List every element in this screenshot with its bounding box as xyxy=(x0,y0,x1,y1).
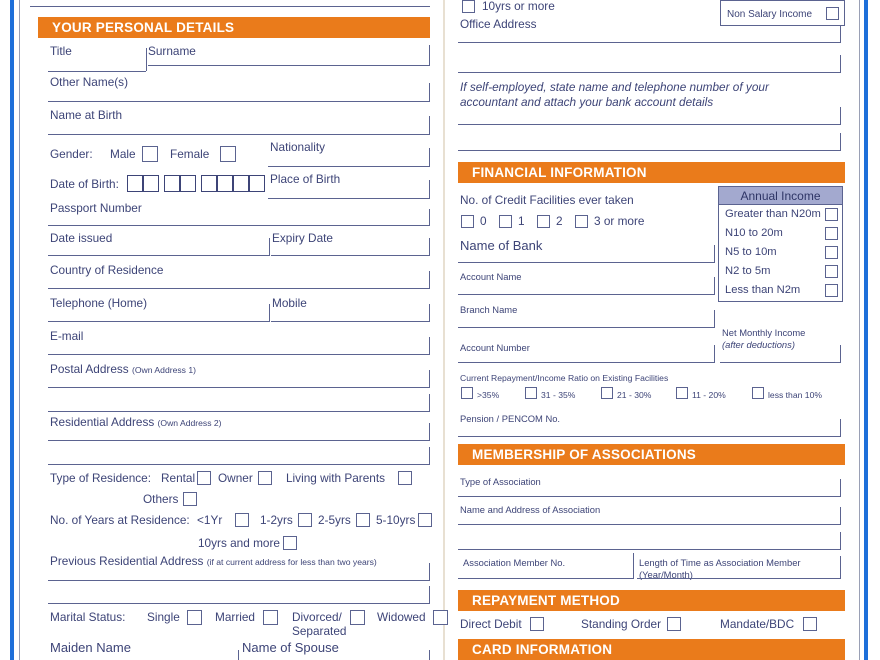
input-other-names[interactable] xyxy=(48,101,430,102)
checkbox-gender-male[interactable] xyxy=(142,146,158,162)
dob-box[interactable] xyxy=(201,175,217,192)
label-ratio-21-30: 21 - 30% xyxy=(617,390,652,400)
dob-box[interactable] xyxy=(217,175,233,192)
checkbox-annual-income-2-5m[interactable] xyxy=(825,265,838,278)
label-marital-widowed: Widowed xyxy=(377,610,426,624)
tick-net-monthly-income xyxy=(840,345,841,362)
tick-nationality xyxy=(429,148,430,166)
label-passport-number: Passport Number xyxy=(50,201,142,215)
checkbox-residence-rental[interactable] xyxy=(197,471,211,485)
annual-income-label: N5 to 10m xyxy=(725,246,777,258)
input-net-monthly-income[interactable] xyxy=(720,362,841,363)
label-ratio-lt-10: less than 10% xyxy=(768,390,822,400)
input-name-of-bank[interactable] xyxy=(458,262,715,263)
section-financial-information: FINANCIAL INFORMATION xyxy=(458,162,845,183)
section-personal-details: YOUR PERSONAL DETAILS xyxy=(38,17,430,38)
label-marital-married: Married xyxy=(215,610,255,624)
label-gender-male: Male xyxy=(110,147,136,161)
label-residential-address-note: (Own Address 2) xyxy=(157,418,222,428)
label-date-of-birth: Date of Birth: xyxy=(50,177,119,191)
label-years-at-residence: No. of Years at Residence: xyxy=(50,513,190,527)
annual-income-header: Annual Income xyxy=(719,187,842,205)
section-card-information: CARD INFORMATION xyxy=(458,639,845,660)
tick-association-member-no xyxy=(633,553,634,578)
input-previous-address-line2[interactable] xyxy=(48,603,430,604)
tick-length-of-time xyxy=(840,556,841,578)
checkbox-gender-female[interactable] xyxy=(220,146,236,162)
checkbox-annual-income-10-20m[interactable] xyxy=(825,227,838,240)
input-office-address-line2[interactable] xyxy=(458,72,841,73)
checkbox-mandate-bdc[interactable] xyxy=(803,617,817,631)
input-postal-address-line2[interactable] xyxy=(48,411,430,412)
checkbox-credit-facilities-1[interactable] xyxy=(499,215,512,228)
tick-association-address-2 xyxy=(840,532,841,549)
section-repayment-method: REPAYMENT METHOD xyxy=(458,590,845,611)
tick-other-names xyxy=(429,83,430,101)
checkbox-annual-income-lt-2m[interactable] xyxy=(825,284,838,297)
input-date-issued[interactable] xyxy=(48,255,270,256)
input-passport-number[interactable] xyxy=(48,225,430,226)
checkbox-ratio-lt-10[interactable] xyxy=(752,387,764,399)
input-association-member-no[interactable] xyxy=(458,578,634,579)
input-place-of-birth[interactable] xyxy=(268,198,430,199)
carryover-field-rule[interactable] xyxy=(30,6,430,7)
checkbox-direct-debit[interactable] xyxy=(530,617,544,631)
checkbox-marital-single[interactable] xyxy=(187,610,202,625)
label-gender: Gender: xyxy=(50,147,93,161)
input-postal-address-line1[interactable] xyxy=(48,387,430,388)
checkbox-credit-facilities-3-or-more[interactable] xyxy=(575,215,588,228)
input-mobile[interactable] xyxy=(271,321,430,322)
tick-account-name xyxy=(714,277,715,294)
annual-income-row xyxy=(719,205,842,224)
tick-office-address-1 xyxy=(840,25,841,42)
label-place-of-birth: Place of Birth xyxy=(270,172,341,186)
label-name-of-spouse: Name of Spouse xyxy=(242,640,339,655)
checkbox-ratio-gt-35[interactable] xyxy=(461,387,473,399)
tick-office-address-2 xyxy=(840,55,841,72)
input-title[interactable] xyxy=(48,71,146,72)
tick-telephone-home xyxy=(269,304,270,321)
label-gender-female: Female xyxy=(170,147,210,161)
tick-postal-address-1 xyxy=(429,370,430,387)
checkbox-credit-facilities-0[interactable] xyxy=(461,215,474,228)
tick-maiden-name xyxy=(238,650,239,660)
tick-expiry-date xyxy=(429,238,430,255)
tick-title xyxy=(146,48,147,71)
tick-country-of-residence xyxy=(429,271,430,288)
column-divider xyxy=(443,0,445,660)
checkbox-residence-others[interactable] xyxy=(183,492,197,506)
dob-box[interactable] xyxy=(180,175,196,192)
tick-pension-pencom xyxy=(840,419,841,436)
checkbox-years-lt1[interactable] xyxy=(235,513,249,527)
label-marital-separated: Separated xyxy=(292,624,347,638)
page-border-left-inner xyxy=(19,0,20,660)
label-credit-facilities-3-or-more: 3 or more xyxy=(594,214,645,228)
input-accountant-line1[interactable] xyxy=(458,124,841,125)
label-account-number: Account Number xyxy=(460,342,530,353)
page-border-right xyxy=(864,0,868,660)
label-nationality: Nationality xyxy=(270,140,326,154)
label-type-of-residence: Type of Residence: xyxy=(50,471,151,485)
page-border-right-inner xyxy=(859,0,860,660)
input-association-address-line1[interactable] xyxy=(458,524,841,525)
label-direct-debit: Direct Debit xyxy=(460,617,522,631)
tick-place-of-birth xyxy=(429,180,430,198)
tick-date-issued xyxy=(269,238,270,255)
tick-accountant-1 xyxy=(840,107,841,124)
label-employment-10yrs-or-more: 10yrs or more xyxy=(482,0,555,13)
checkbox-employment-10yrs-or-more[interactable] xyxy=(462,0,475,13)
input-type-of-association[interactable] xyxy=(458,496,841,497)
label-ratio-gt-35: >35% xyxy=(477,390,500,400)
tick-branch-name xyxy=(714,310,715,327)
input-length-of-time[interactable] xyxy=(637,578,841,579)
label-years-1-2: 1-2yrs xyxy=(260,513,293,527)
label-credit-facilities-1: 1 xyxy=(518,214,525,228)
label-marital-divorced: Divorced/ xyxy=(292,610,342,624)
label-type-of-association: Type of Association xyxy=(460,476,541,487)
checkbox-marital-divorced[interactable] xyxy=(350,610,365,625)
label-residence-rental: Rental xyxy=(161,471,196,485)
tick-residential-address-2 xyxy=(429,447,430,464)
tick-residential-address-1 xyxy=(429,423,430,440)
label-surname: Surname xyxy=(148,44,196,58)
checkbox-ratio-21-30[interactable] xyxy=(601,387,613,399)
table-annual-income xyxy=(718,186,843,302)
label-postal-address-text: Postal Address xyxy=(50,362,129,376)
tick-accountant-2 xyxy=(840,133,841,150)
label-years-lt1: <1Yr xyxy=(197,513,223,527)
label-ratio-11-20: 11 - 20% xyxy=(692,390,726,400)
label-pension-pencom: Pension / PENCOM No. xyxy=(460,413,561,424)
label-ratio-31-35: 31 - 35% xyxy=(541,390,576,400)
label-residence-others: Others xyxy=(143,492,179,506)
label-length-of-time-line2: (Year/Month) xyxy=(639,569,693,580)
label-residence-owner: Owner xyxy=(218,471,253,485)
input-country-of-residence[interactable] xyxy=(48,288,430,289)
tick-mobile xyxy=(429,304,430,321)
input-account-number[interactable] xyxy=(458,362,715,363)
label-residential-address-text: Residential Address xyxy=(50,415,155,429)
tick-previous-address-1 xyxy=(429,563,430,580)
dob-box[interactable] xyxy=(249,175,265,192)
input-pension-pencom[interactable] xyxy=(458,436,841,437)
label-title: Title xyxy=(50,44,72,58)
checkbox-years-10-plus[interactable] xyxy=(283,536,297,550)
label-standing-order: Standing Order xyxy=(581,617,662,631)
checkbox-residence-living-with-parents[interactable] xyxy=(398,471,412,485)
label-marital-single: Single xyxy=(147,610,180,624)
label-length-of-time-line1: Length of Time as Association Member xyxy=(639,557,801,568)
annual-income-label: N2 to 5m xyxy=(725,265,771,277)
annual-income-row xyxy=(719,243,842,262)
label-years-5-10: 5-10yrs xyxy=(376,513,416,527)
checkbox-non-salary-income[interactable] xyxy=(826,7,839,20)
checkbox-marital-married[interactable] xyxy=(263,610,278,625)
checkbox-ratio-11-20[interactable] xyxy=(676,387,688,399)
dob-box[interactable] xyxy=(233,175,249,192)
page-border-left xyxy=(10,0,14,660)
tick-passport-number xyxy=(429,209,430,225)
input-name-at-birth[interactable] xyxy=(48,134,430,135)
label-date-issued: Date issued xyxy=(50,231,113,245)
label-branch-name: Branch Name xyxy=(460,304,518,315)
label-credit-facilities: No. of Credit Facilities ever taken xyxy=(460,193,634,207)
label-net-monthly-income-line1: Net Monthly Income xyxy=(722,327,806,338)
input-previous-address-line1[interactable] xyxy=(48,580,430,581)
label-repayment-ratio: Current Repayment/Income Ratio on Existing Facilities xyxy=(460,373,669,383)
label-credit-facilities-2: 2 xyxy=(556,214,563,228)
tick-association-address-1 xyxy=(840,507,841,524)
label-association-member-no: Association Member No. xyxy=(463,557,566,568)
label-name-at-birth: Name at Birth xyxy=(50,108,123,122)
panel-non-salary-income xyxy=(720,0,845,26)
checkbox-years-2-5[interactable] xyxy=(356,513,370,527)
label-mandate-bdc: Mandate/BDC xyxy=(720,617,795,631)
label-expiry-date: Expiry Date xyxy=(272,231,333,245)
checkbox-credit-facilities-2[interactable] xyxy=(537,215,550,228)
label-name-of-bank: Name of Bank xyxy=(460,238,543,253)
input-residential-address-line1[interactable] xyxy=(48,440,430,441)
checkbox-standing-order[interactable] xyxy=(667,617,681,631)
annual-income-row xyxy=(719,281,842,300)
label-net-monthly-income-line2: (after deductions) xyxy=(722,339,795,350)
tick-previous-address-2 xyxy=(429,586,430,603)
tick-postal-address-2 xyxy=(429,394,430,411)
input-nationality[interactable] xyxy=(268,166,430,167)
label-other-names: Other Name(s) xyxy=(50,75,129,89)
label-postal-address-note: (Own Address 1) xyxy=(131,365,196,375)
annual-income-label: Less than N2m xyxy=(725,284,801,296)
input-office-address-line1[interactable] xyxy=(458,42,841,43)
note-self-employed-line1: If self-employed, state name and telephone number of your xyxy=(460,80,769,94)
checkbox-years-5-10[interactable] xyxy=(418,513,432,527)
checkbox-residence-owner[interactable] xyxy=(258,471,272,485)
tick-type-of-association xyxy=(840,479,841,496)
label-residential-address xyxy=(50,416,222,430)
input-expiry-date[interactable] xyxy=(271,255,430,256)
checkbox-years-1-2[interactable] xyxy=(298,513,312,527)
label-name-address-association: Name and Address of Association xyxy=(460,504,601,515)
checkbox-marital-widowed[interactable] xyxy=(433,610,448,625)
input-telephone-home[interactable] xyxy=(48,321,270,322)
label-years-2-5: 2-5yrs xyxy=(318,513,351,527)
label-country-of-residence: Country of Residence xyxy=(50,263,164,277)
label-postal-address xyxy=(50,363,196,377)
label-maiden-name: Maiden Name xyxy=(50,640,131,655)
dob-box[interactable] xyxy=(127,175,143,192)
annual-income-row xyxy=(719,224,842,243)
tick-name-of-spouse xyxy=(429,650,430,660)
label-previous-residential-text: Previous Residential Address xyxy=(50,554,204,568)
label-telephone-home: Telephone (Home) xyxy=(50,296,148,310)
annual-income-label: N10 to 20m xyxy=(725,227,783,239)
section-membership-of-associations: MEMBERSHIP OF ASSOCIATIONS xyxy=(458,444,845,465)
tick-name-at-birth xyxy=(429,116,430,134)
label-email: E-mail xyxy=(50,329,84,343)
checkbox-annual-income-gt-20m[interactable] xyxy=(825,208,838,221)
label-non-salary-income: Non Salary Income xyxy=(727,9,813,20)
label-mobile: Mobile xyxy=(272,296,307,310)
tick-email xyxy=(429,337,430,354)
dob-box[interactable] xyxy=(164,175,180,192)
label-residence-living-with-parents: Living with Parents xyxy=(286,471,386,485)
checkbox-annual-income-5-10m[interactable] xyxy=(825,246,838,259)
input-account-name[interactable] xyxy=(458,294,715,295)
label-previous-residential-address xyxy=(50,555,377,569)
input-branch-name[interactable] xyxy=(458,327,715,328)
label-years-10-plus: 10yrs and more xyxy=(198,536,280,550)
input-surname[interactable] xyxy=(148,65,430,66)
input-association-address-line2[interactable] xyxy=(458,549,841,550)
label-previous-residential-note: (if at current address for less than two years) xyxy=(206,557,377,567)
annual-income-label: Greater than N20m xyxy=(725,208,821,220)
tick-account-number xyxy=(714,345,715,362)
dob-box[interactable] xyxy=(143,175,159,192)
label-marital-status: Marital Status: xyxy=(50,610,126,624)
input-residential-address-line2[interactable] xyxy=(48,464,430,465)
checkbox-ratio-31-35[interactable] xyxy=(525,387,537,399)
annual-income-row xyxy=(719,262,842,281)
input-email[interactable] xyxy=(48,354,430,355)
label-office-address: Office Address xyxy=(460,17,537,31)
label-credit-facilities-0: 0 xyxy=(480,214,487,228)
tick-surname xyxy=(429,45,430,65)
input-accountant-line2[interactable] xyxy=(458,150,841,151)
tick-name-of-bank xyxy=(714,245,715,262)
note-self-employed-line2: accountant and attach your bank account details xyxy=(460,95,714,109)
label-account-name: Account Name xyxy=(460,271,522,282)
